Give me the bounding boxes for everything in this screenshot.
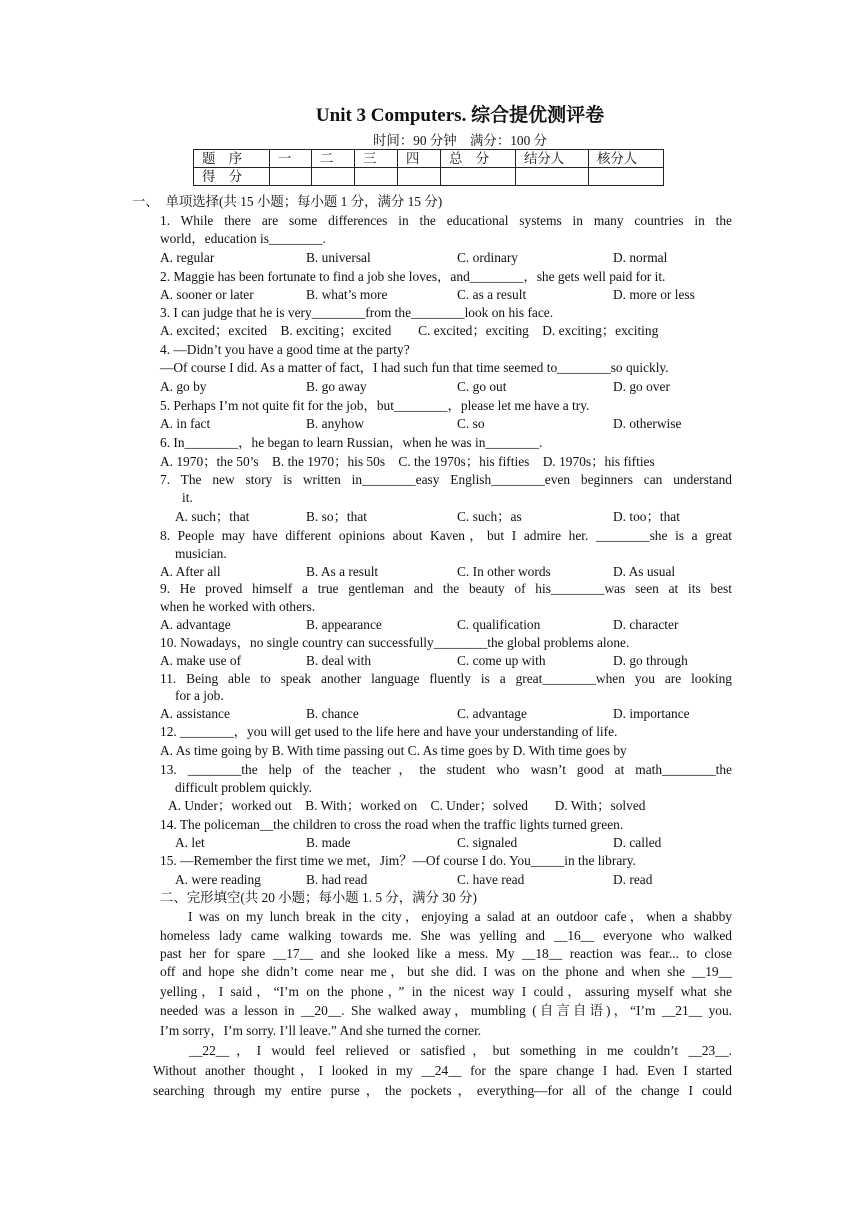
question-stem: 10. Nowadays，no single country can successfully________the global problems alone.	[160, 635, 630, 650]
option-c: C. In other words	[457, 564, 551, 579]
option-a: A. regular	[160, 250, 215, 265]
question-stem: 8. People may have different opinions about Kaven，but I admire her. ________she is a great	[160, 528, 732, 543]
option-b: B. appearance	[306, 617, 382, 632]
option-b: B. what’s more	[306, 287, 388, 302]
score-cell[interactable]	[516, 168, 589, 186]
option-c: C. go out	[457, 379, 507, 394]
question-stem: 7. The new story is written in________easy English________even beginners can understand	[160, 472, 732, 487]
option-c: C. come up with	[457, 653, 546, 668]
option-d: D. As usual	[613, 564, 676, 579]
option-a: A. such；that	[175, 509, 250, 524]
score-cell: 得 分	[194, 168, 270, 186]
option-a: A. were reading	[175, 872, 261, 887]
score-cell[interactable]	[589, 168, 664, 186]
score-cell: 四	[398, 150, 441, 168]
option-d: D. read	[613, 872, 653, 887]
option-a: A. make use of	[160, 653, 242, 668]
option-a: A. let	[175, 835, 205, 850]
option-a: A. go by	[160, 379, 207, 394]
option-d: D. called	[613, 835, 662, 850]
score-cell: 核分人	[589, 150, 664, 168]
option-c: C. ordinary	[457, 250, 518, 265]
passage-line: Without another thought，I looked in my __24__ for the spare change I had. Even I started	[153, 1063, 732, 1078]
option-d: D. character	[613, 617, 679, 632]
option-c: C. advantage	[457, 706, 527, 721]
option-a: A. sooner or later	[160, 287, 254, 302]
option-d: D. otherwise	[613, 416, 682, 431]
question-stem: —Of course I did. As a matter of fact，I had such fun that time seemed to________so quickly.	[160, 360, 669, 375]
options-line: A. 1970；the 50’s B. the 1970；his 50s C. the 1970s；his fifties D. 1970s；his fifties	[160, 454, 655, 469]
question-stem: 1. While there are some differences in the educational systems in many countries in the	[160, 213, 732, 228]
option-b: B. chance	[306, 706, 359, 721]
score-table-value-row	[194, 168, 664, 186]
score-cell[interactable]	[441, 168, 516, 186]
passage-line: yelling，I said，“I’m on the phone，” in the nicest way I could，assuring myself what she	[160, 984, 732, 999]
option-a: A. After all	[160, 564, 221, 579]
score-cell[interactable]	[270, 168, 312, 186]
question-stem: 6. In________，he began to learn Russian，when he was in________.	[160, 435, 543, 450]
question-stem: 9. He proved himself a true gentleman and the beauty of his________was seen at its best	[160, 581, 732, 596]
passage-line: past her for spare __17__ and she looked like a mess. My __18__ reaction was fear... to close	[160, 946, 732, 961]
question-stem: 11. Being able to speak another language fluently is a great________when you are looking	[160, 671, 732, 686]
score-cell: 结分人	[516, 150, 589, 168]
question-stem: 5. Perhaps I’m not quite fit for the job，but________，please let me have a try.	[160, 398, 590, 413]
question-stem: difficult problem quickly.	[175, 780, 312, 795]
option-c: C. such；as	[457, 509, 522, 524]
option-c: C. so	[457, 416, 485, 431]
question-stem: 13. ________the help of the teacher，the student who wasn’t good at math________the	[160, 762, 732, 777]
question-stem: 15. —Remember the first time we met，Jim？—Of course I do. You_____in the library.	[160, 853, 636, 868]
question-stem: musician.	[175, 546, 227, 561]
options-line: A. Under；worked out B. With；worked on C. Under；solved D. With；solved	[168, 798, 646, 813]
option-b: B. deal with	[306, 653, 372, 668]
question-stem: 4. —Didn’t you have a good time at the party?	[160, 342, 410, 357]
question-stem: for a job.	[175, 688, 224, 703]
question-stem: 2. Maggie has been fortunate to find a job she loves，and________，she gets well paid for it.	[160, 269, 666, 284]
score-table	[193, 149, 664, 186]
option-d: D. go over	[613, 379, 670, 394]
score-cell: 三	[355, 150, 398, 168]
score-cell: 二	[312, 150, 355, 168]
passage-line: homeless lady came walking towards me. She was yelling and __16__ everyone who walked	[160, 928, 732, 943]
option-b: B. so；that	[306, 509, 368, 524]
passage-line: __22__，I would feel relieved or satisfied，but something in me couldn’t __23__.	[189, 1043, 732, 1058]
question-stem: it.	[182, 490, 193, 505]
question-stem: when he worked with others.	[160, 599, 316, 614]
passage-line: I was on my lunch break in the city，enjoying a salad at an outdoor cafe，when a shabby	[188, 909, 732, 924]
exam-info: 时间：90 分钟 满分：100 分	[372, 133, 548, 148]
score-cell[interactable]	[355, 168, 398, 186]
question-stem: world，education is________.	[160, 231, 326, 246]
options-line: A. As time going by B. With time passing out C. As time goes by D. With time goes by	[160, 743, 627, 758]
question-stem: 12. ________，you will get used to the life here and have your understanding of life.	[160, 724, 618, 739]
option-d: D. go through	[613, 653, 688, 668]
section-heading: 一、 单项选择(共 15 小题；每小题 1 分，满分 15 分)	[132, 194, 443, 209]
option-b: B. As a result	[306, 564, 379, 579]
option-b: B. universal	[306, 250, 371, 265]
score-cell[interactable]	[398, 168, 441, 186]
question-stem: 3. I can judge that he is very________from the________look on his face.	[160, 305, 554, 320]
option-b: B. had read	[306, 872, 368, 887]
passage-line: searching through my entire purse，the pockets，everything—for all of the change I could	[153, 1083, 732, 1098]
score-cell: 题 序	[194, 150, 270, 168]
score-cell: 一	[270, 150, 312, 168]
score-cell[interactable]	[312, 168, 355, 186]
option-c: C. signaled	[457, 835, 518, 850]
page-title: Unit 3 Computers. 综合提优测评卷	[315, 105, 605, 126]
option-d: D. too；that	[613, 509, 680, 524]
options-line: A. excited；excited B. exciting；excited C. excited；exciting D. exciting；exciting	[160, 323, 659, 338]
section-heading: 二、完形填空(共 20 小题；每小题 1. 5 分，满分 30 分)	[160, 890, 477, 905]
question-stem: 14. The policeman__the children to cross the road when the traffic lights turned green.	[160, 817, 624, 832]
option-a: A. advantage	[160, 617, 231, 632]
option-c: C. qualification	[457, 617, 541, 632]
option-a: A. in fact	[160, 416, 211, 431]
option-b: B. anyhow	[306, 416, 365, 431]
option-c: C. have read	[457, 872, 525, 887]
option-d: D. more or less	[613, 287, 695, 302]
passage-line: off and hope she didn’t come near me，but she did. I was on the phone and when she __19__	[160, 964, 732, 979]
option-a: A. assistance	[160, 706, 230, 721]
passage-line: needed was a lesson in __20__. She walked away，mumbling (自言自语)，“I’m __21__ you.	[160, 1003, 732, 1018]
score-table-header-row	[194, 150, 664, 168]
option-b: B. go away	[306, 379, 367, 394]
option-b: B. made	[306, 835, 351, 850]
passage-line: I’m sorry，I’m sorry. I’ll leave.” And she turned the corner.	[160, 1023, 482, 1038]
option-d: D. importance	[613, 706, 690, 721]
option-d: D. normal	[613, 250, 668, 265]
option-c: C. as a result	[457, 287, 527, 302]
score-cell: 总 分	[441, 150, 516, 168]
